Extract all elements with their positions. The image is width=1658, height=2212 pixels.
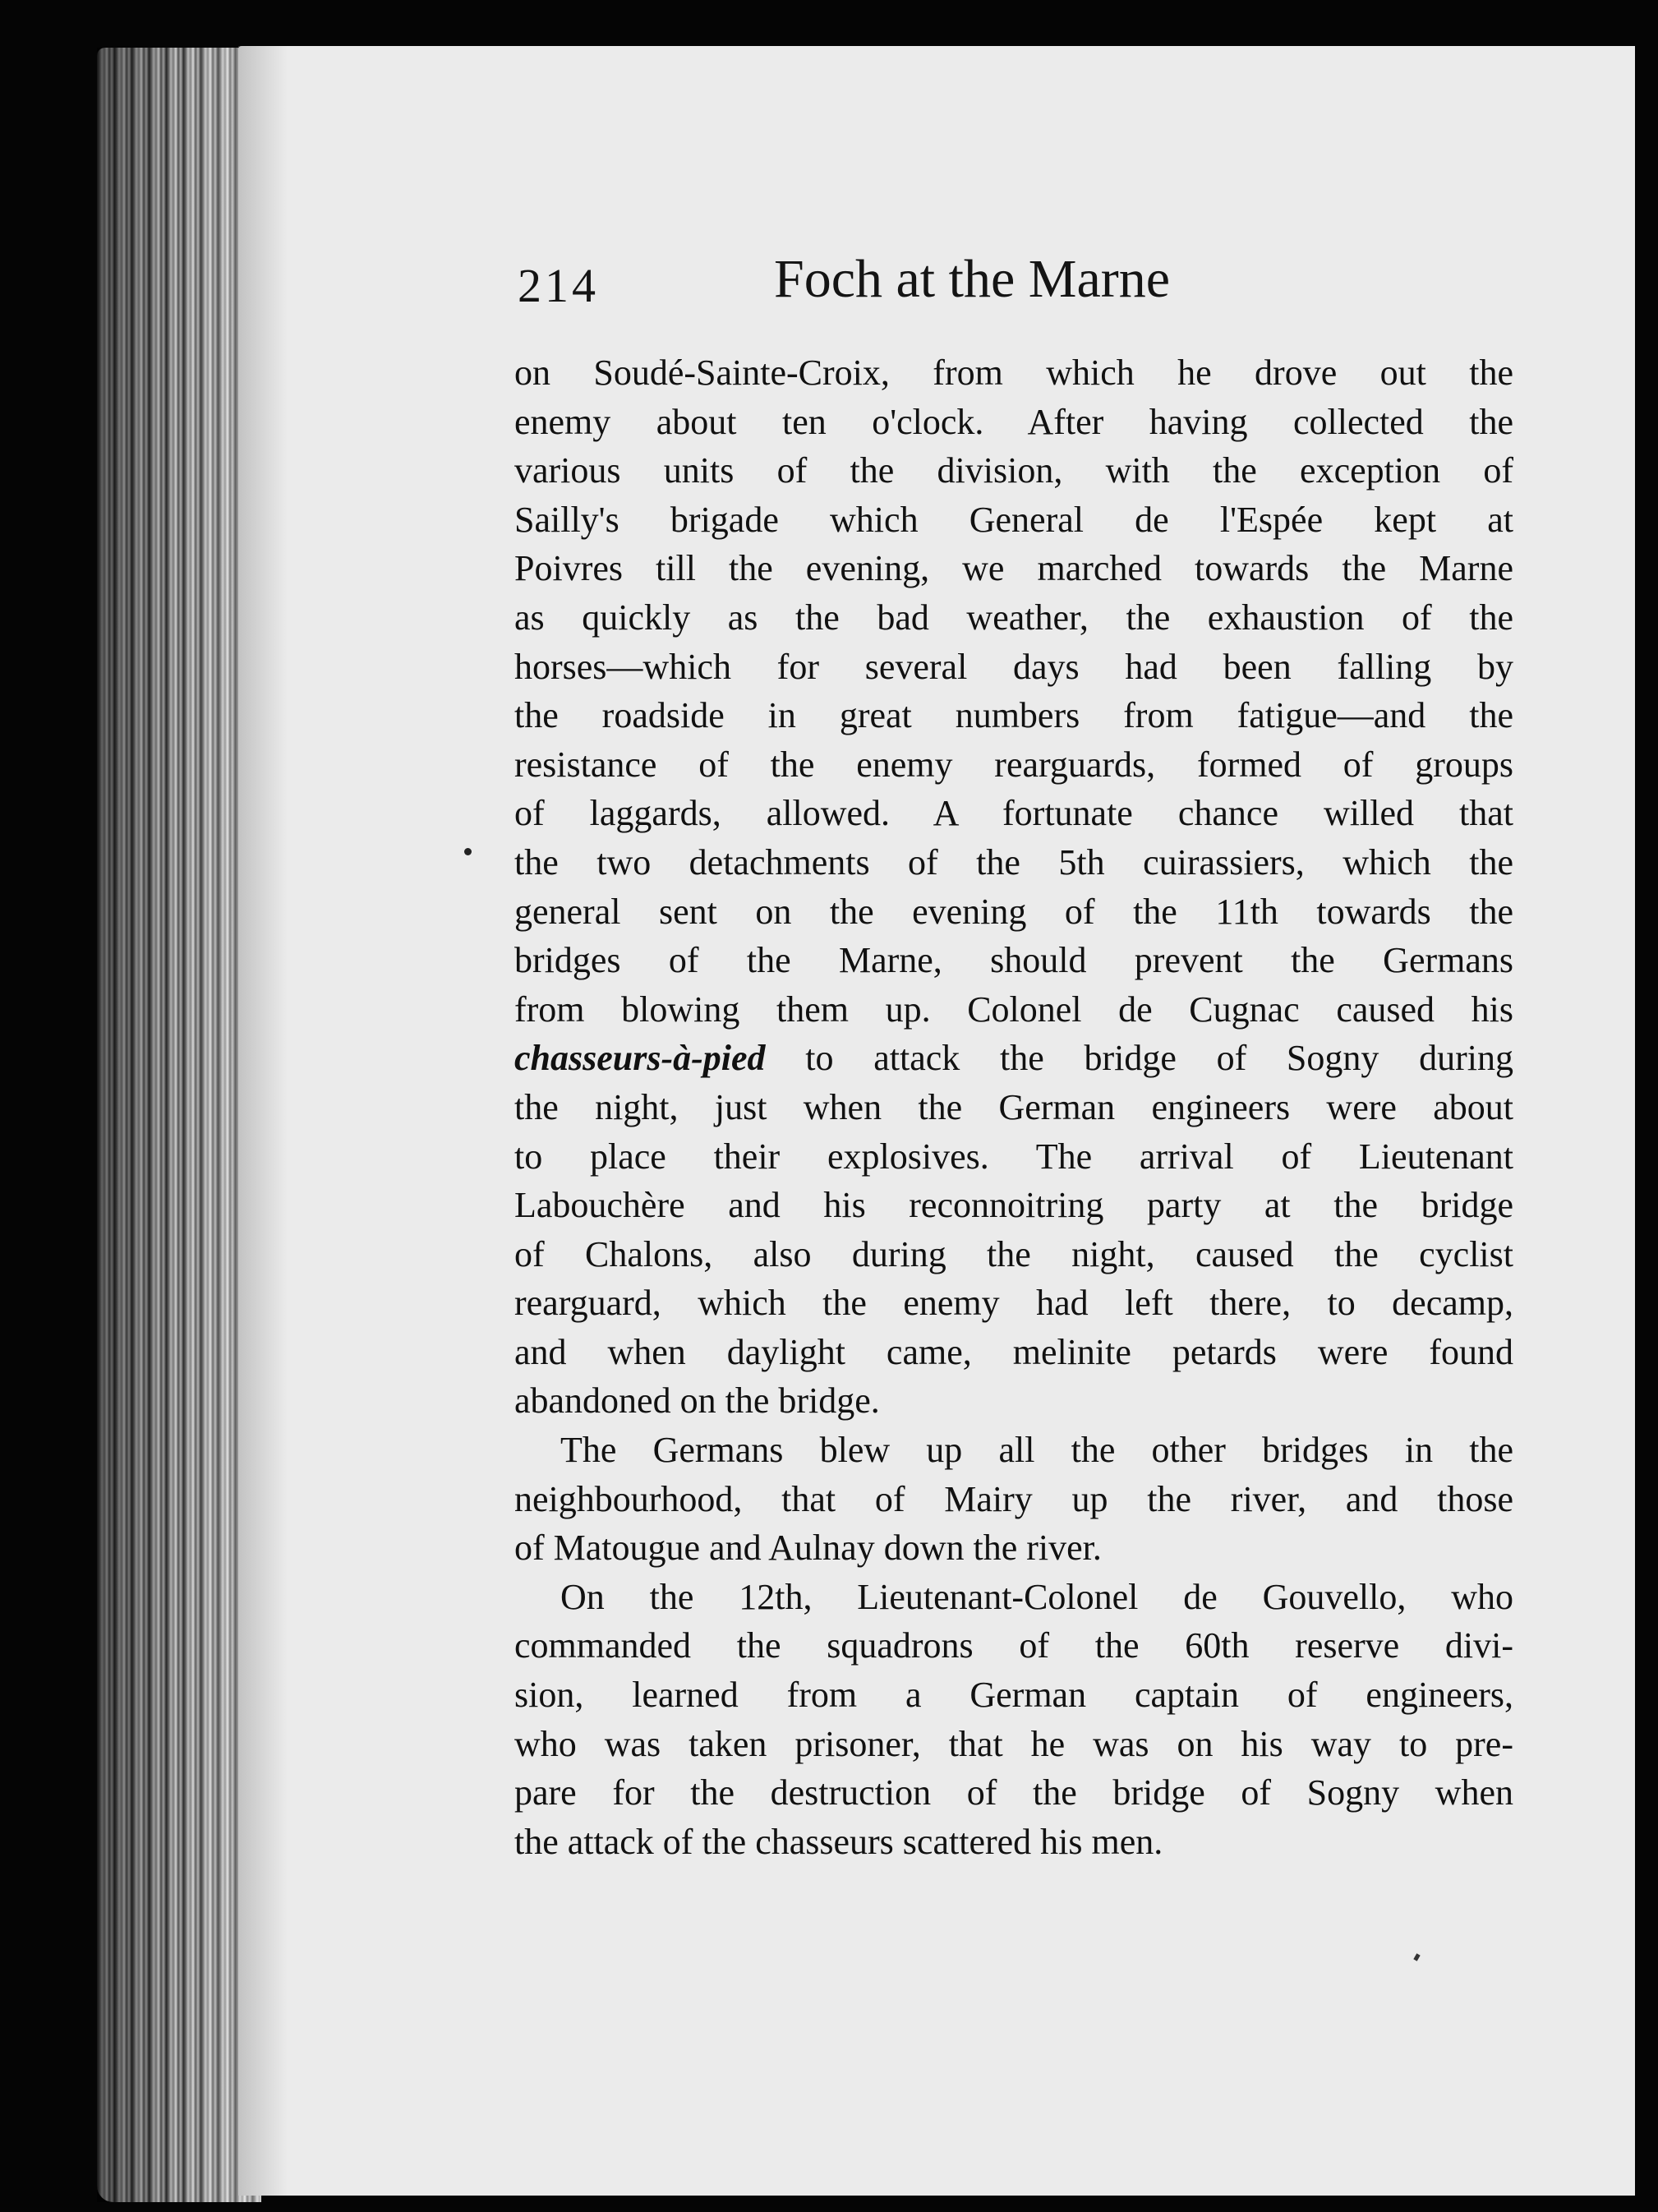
- text-line: [514, 1818, 1513, 1867]
- line-text: to attack the bridge of Sogny during: [765, 1038, 1513, 1079]
- body-text: [514, 348, 1513, 1866]
- line-text: On the 12th, Lieutenant-Colonel de Gouvello, who: [560, 1576, 1513, 1617]
- line-text: from blowing them up. Colonel de Cugnac caused his: [514, 988, 1513, 1030]
- text-line: [514, 1034, 1513, 1083]
- text-line: [514, 1475, 1513, 1524]
- text-line: [514, 1621, 1513, 1671]
- text-line: [514, 1768, 1513, 1818]
- line-text: the two detachments of the 5th cuirassiers, which the: [514, 841, 1513, 882]
- text-line: [514, 985, 1513, 1035]
- line-text: horses—which for several days had been falling by: [514, 646, 1513, 687]
- text-line: [514, 1426, 1513, 1475]
- text-line: [514, 544, 1513, 593]
- line-text: abandoned on the bridge.: [514, 1380, 880, 1422]
- line-text: who was taken prisoner, that he was on his way to pre-: [514, 1723, 1513, 1764]
- line-text: enemy about ten o'clock. After having collected the: [514, 401, 1513, 442]
- text-line: [514, 789, 1513, 838]
- text-line: [514, 1181, 1513, 1230]
- text-line: [514, 1720, 1513, 1769]
- text-line: [514, 1376, 1513, 1426]
- line-text: the attack of the chasseurs scattered his men.: [514, 1821, 1163, 1862]
- running-title: Foch at the Marne: [774, 249, 1171, 309]
- text-line: [514, 593, 1513, 643]
- line-text: rearguard, which the enemy had left there, to decamp,: [514, 1283, 1513, 1324]
- line-text: pare for the destruction of the bridge of Sogny when: [514, 1772, 1513, 1813]
- text-line: [514, 643, 1513, 692]
- line-text: The Germans blew up all the other bridges in the: [560, 1430, 1513, 1471]
- line-text: Poivres till the evening, we marched towards the Marne: [514, 548, 1513, 589]
- text-line: [514, 936, 1513, 985]
- text-line: [514, 1230, 1513, 1279]
- line-text: commanded the squadrons of the 60th reserve divi-: [514, 1625, 1513, 1666]
- line-text: to place their explosives. The arrival of Lieutenant: [514, 1136, 1513, 1177]
- page-number: 214: [518, 259, 599, 312]
- text-line: [514, 1083, 1513, 1132]
- text-line: [514, 691, 1513, 740]
- line-text: on Soudé-Sainte-Croix, from which he drove out the: [514, 353, 1513, 393]
- line-text: Sailly's brigade which General de l'Espée kept at: [514, 499, 1513, 540]
- italic-phrase: chasseurs-à-pied: [514, 1038, 766, 1079]
- line-text: and when daylight came, melinite petards were found: [514, 1331, 1513, 1372]
- line-text: various units of the division, with the exception of: [514, 450, 1513, 491]
- line-text: of Chalons, also during the night, caused the cyclist: [514, 1233, 1513, 1274]
- text-line: [514, 348, 1513, 398]
- line-text: as quickly as the bad weather, the exhaustion of the: [514, 597, 1513, 638]
- line-text: sion, learned from a German captain of engineers,: [514, 1675, 1513, 1716]
- line-text: Labouchère and his reconnoitring party at the bridge: [514, 1185, 1513, 1226]
- text-line: [514, 1573, 1513, 1622]
- line-text: the roadside in great numbers from fatigue—and the: [514, 695, 1513, 736]
- text-line: [514, 1328, 1513, 1377]
- text-line: [514, 495, 1513, 545]
- line-text: of laggards, allowed. A fortunate chance willed that: [514, 793, 1513, 834]
- text-line: [514, 887, 1513, 937]
- line-text: general sent on the evening of the 11th towards the: [514, 891, 1513, 932]
- text-line: [514, 1132, 1513, 1182]
- text-line: [514, 398, 1513, 447]
- line-text: neighbourhood, that of Mairy up the river, and those: [514, 1478, 1513, 1519]
- running-head: [514, 248, 1336, 322]
- line-text: of Matougue and Aulnay down the river.: [514, 1528, 1102, 1569]
- text-line: [514, 838, 1513, 887]
- margin-dot: [464, 848, 472, 855]
- text-line: [514, 1279, 1513, 1328]
- line-text: the night, just when the German engineers were about: [514, 1086, 1513, 1127]
- text-line: [514, 740, 1513, 790]
- text-line: [514, 1523, 1513, 1573]
- text-line: [514, 446, 1513, 495]
- line-text: resistance of the enemy rearguards, formed of groups: [514, 744, 1513, 785]
- page-edges: [97, 48, 261, 2202]
- line-text: bridges of the Marne, should prevent the Germans: [514, 940, 1513, 981]
- text-line: [514, 1671, 1513, 1720]
